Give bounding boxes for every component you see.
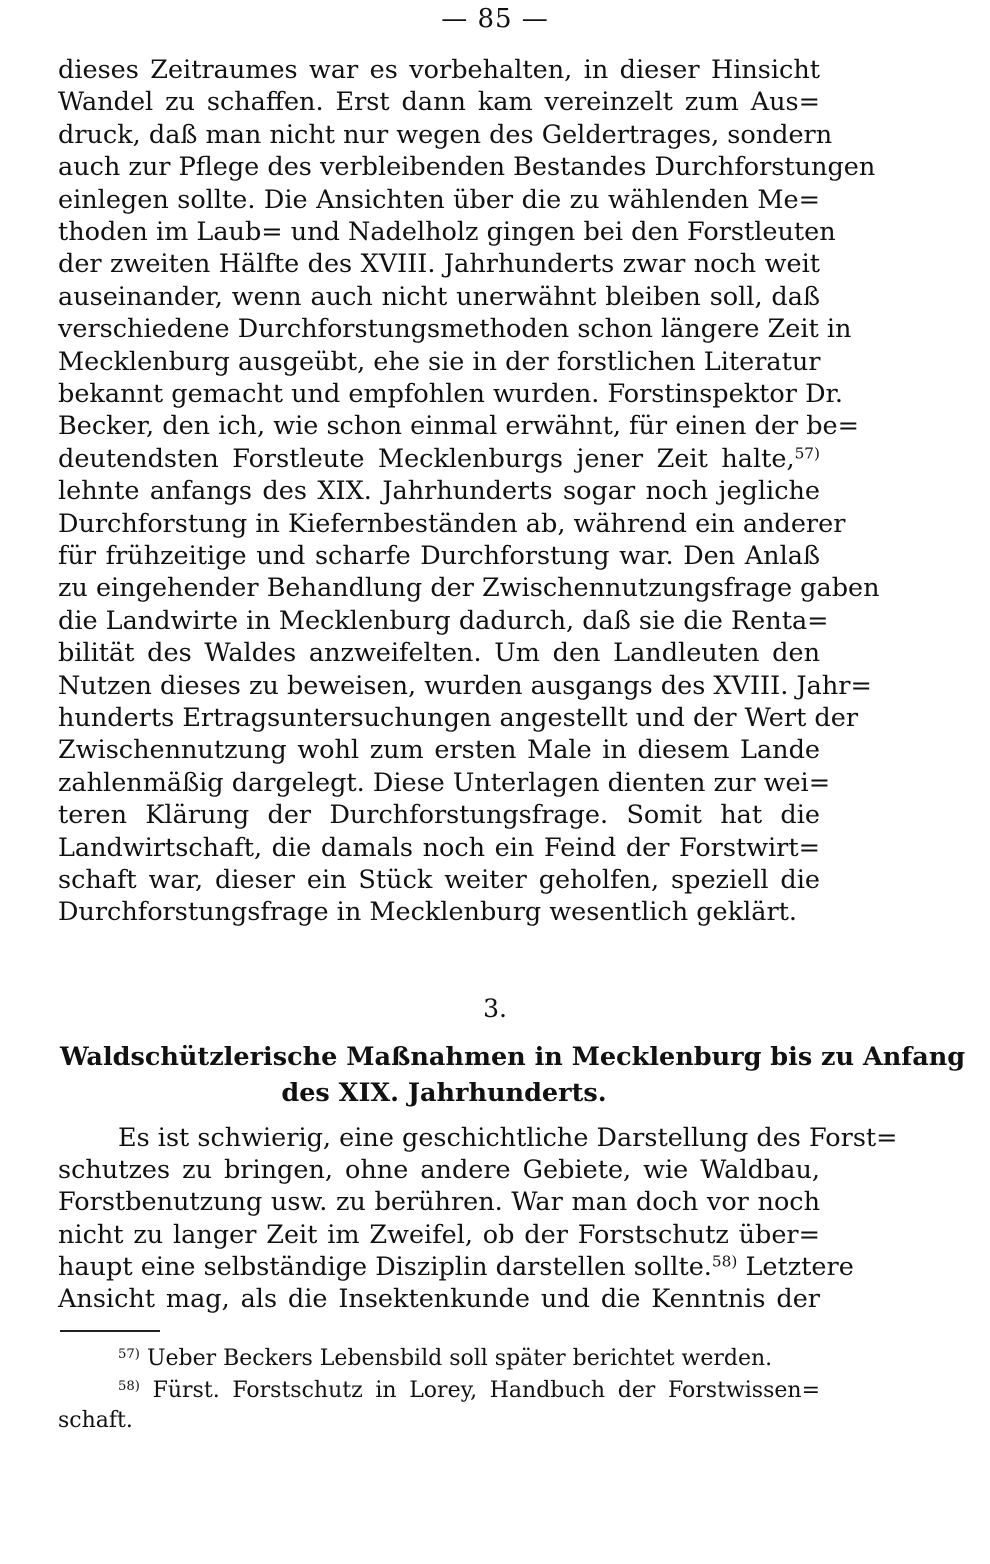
body-line: Zwischennutzung wohl zum ersten Male in diesem Lande [58,735,820,766]
footnote-ref-57: 57) [794,444,820,463]
section-line-tail: Letztere [737,1251,854,1282]
body-line: zu eingehender Behandlung der Zwischennutzungsfrage gaben [58,573,880,604]
section-line: Ansicht mag, als die Insektenkunde und die Kenntnis der [58,1284,820,1314]
body-line: Landwirtschaft, die damals noch ein Feind der Forstwirt= [58,832,820,863]
body-line: dieses Zeitraumes war es vorbehalten, in dieser Hinsicht [58,55,820,85]
body-line: auseinander, wenn auch nicht unerwähnt bleiben soll, daß [58,281,820,312]
section-line: Es ist schwierig, eine geschichtliche Darstellung des Forst= [118,1123,898,1153]
page-number: — 85 — [441,4,549,34]
body-line: der zweiten Hälfte des XVIII. Jahrhunderts zwar noch weit [58,249,820,280]
section-line: haupt eine selbständige Disziplin darstellen sollte.$^{58)}$ Letztere [58,1251,854,1282]
body-line: schaft war, dieser ein Stück weiter geholfen, speziell die [58,865,820,895]
footnote-ref-58: 58) [711,1252,738,1271]
section-title-line-1: Waldschützlerische Maßnahmen in Mecklenburg bis zu Anfang [60,1042,966,1072]
body-line: Durchforstungsfrage in Mecklenburg wesentlich geklärt. [58,897,797,928]
footnote-58 [118,1376,820,1406]
body-line: Nutzen dieses zu beweisen, wurden ausgangs des XVIII. Jahr= [58,670,872,701]
body-line: Wandel zu schaffen. Erst dann kam vereinzelt zum Aus= [58,87,820,118]
footnote-mark-58: 58) [118,1378,140,1394]
body-line: deutendsten Forstleute Mecklenburgs jener Zeit halte,$^{57)}$ [58,443,820,474]
body-line: auch zur Pflege des verbleibenden Bestandes Durchforstungen [58,152,876,183]
footnote-text-57: Ueber Beckers Lebensbild soll später berichtet werden. [146,1346,773,1371]
section-line: Forstbenutzung usw. zu berühren. War man doch vor noch [58,1187,820,1218]
footnote-rule [60,1330,160,1332]
section-title-line-2: des XIX. Jahrhunderts. [281,1078,607,1108]
body-line: für frühzeitige und scharfe Durchforstung war. Den Anlaß [58,541,820,571]
body-line: druck, daß man nicht nur wegen des Geldertrages, sondern [58,119,833,150]
section-number: 3. [483,994,507,1023]
body-line: Becker, den ich, wie schon einmal erwähnt, für einen der be= [58,411,859,442]
body-line: zahlenmäßig dargelegt. Diese Unterlagen dienten zur wei= [58,767,831,798]
body-line: bekannt gemacht und empfohlen wurden. Forstinspektor Dr. [58,379,844,409]
footnote-57 [118,1344,820,1374]
body-line: lehnte anfangs des XIX. Jahrhunderts sogar noch jegliche [58,476,820,507]
body-line: hunderts Ertragsuntersuchungen angestellt und der Wert der [58,703,859,733]
body-line: teren Klärung der Durchforstungsfrage. Somit hat die [58,800,820,831]
footnote-text-58: Fürst. Forstschutz in Lorey, Handbuch der Forstwissen= [152,1378,821,1403]
body-line: Durchforstung in Kiefernbeständen ab, während ein anderer [58,508,846,539]
body-line: die Landwirte in Mecklenburg dadurch, daß sie die Renta= [58,605,829,636]
body-line: thoden im Laub= und Nadelholz gingen bei den Forstleuten [58,217,836,247]
body-line: einlegen sollte. Die Ansichten über die zu wählenden Me= [58,184,820,215]
section-line: nicht zu langer Zeit im Zweifel, ob der Forstschutz über= [58,1219,820,1250]
body-line: bilität des Waldes anzweifelten. Um den Landleuten den [58,638,820,669]
footnote-mark-57: 57) [118,1346,140,1362]
body-line: Mecklenburg ausgeübt, ehe sie in der forstlichen Literatur [58,346,821,377]
footnote-58-continuation: schaft. [58,1408,133,1433]
body-line: verschiedene Durchforstungsmethoden schon längere Zeit in [58,314,852,345]
section-line: schutzes zu bringen, ohne andere Gebiete, wie Waldbau, [58,1155,820,1186]
